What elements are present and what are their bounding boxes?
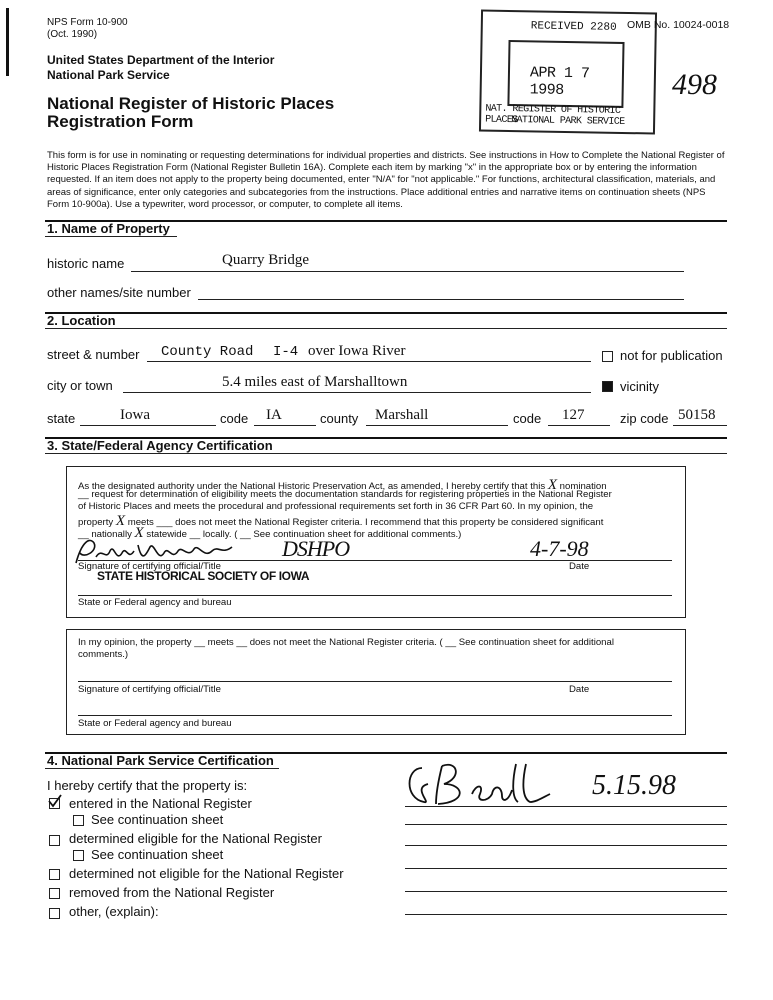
other-names-underline	[198, 299, 684, 300]
form-title-line1: National Register of Historic Places	[47, 94, 335, 113]
historic-name-value[interactable]: Quarry Bridge	[222, 252, 310, 268]
nps-certify-intro: I hereby certify that the property is:	[47, 778, 248, 793]
street-label: street & number	[47, 347, 140, 362]
nps-signature-underline-4	[405, 868, 727, 869]
county-value[interactable]: Marshall	[375, 407, 429, 423]
county-code-underline	[548, 425, 610, 426]
street-underline	[147, 361, 591, 362]
street-value-c[interactable]: over Iowa River	[308, 343, 406, 359]
opinion-agency-underline	[78, 715, 672, 716]
vicinity-label: vicinity	[620, 379, 660, 394]
section2-heading-rule	[45, 328, 727, 329]
form-title-line2: Registration Form	[47, 112, 194, 131]
service-name: National Park Service	[47, 68, 170, 82]
stamp-date: APR 1 7 1998	[529, 64, 590, 99]
state-value[interactable]: Iowa	[120, 407, 150, 423]
historic-name-label: historic name	[47, 256, 125, 271]
county-code-label: code	[513, 411, 542, 426]
street-value-a[interactable]: County Road	[161, 344, 254, 360]
opinion-date-label: Date	[569, 684, 590, 695]
option-eligible-continuation: See continuation sheet	[91, 847, 224, 862]
state-label: state	[47, 411, 76, 426]
option-eligible: determined eligible for the National Register	[69, 831, 322, 846]
meets-mark: X	[115, 513, 126, 529]
county-label: county	[320, 411, 359, 426]
state-underline	[80, 425, 216, 426]
other-checkbox[interactable]	[49, 908, 60, 919]
nps-signature-underline-2	[405, 824, 727, 825]
state-code-underline	[254, 425, 316, 426]
county-underline	[366, 425, 508, 426]
nps-date: 5.15.98	[592, 770, 676, 801]
cert-text-line5a: __ nationally	[78, 529, 132, 540]
city-value[interactable]: 5.4 miles east of Marshalltown	[222, 374, 408, 390]
stamp-date-box	[507, 40, 624, 108]
nps-signature-underline-1	[405, 806, 727, 807]
entered-check-mark	[46, 793, 64, 809]
zip-value[interactable]: 50158	[678, 407, 716, 423]
section4-heading: 4. National Park Service Certification	[47, 753, 274, 768]
removed-checkbox[interactable]	[49, 888, 60, 899]
nps-signature-underline-3	[405, 845, 727, 846]
other-names-label: other names/site number	[47, 285, 191, 300]
not-eligible-checkbox[interactable]	[49, 869, 60, 880]
section1-heading: 1. Name of Property	[47, 221, 170, 236]
opinion-agency-label: State or Federal agency and bureau	[78, 718, 232, 729]
not-for-publication-checkbox[interactable]	[602, 351, 613, 362]
handwritten-number: 498	[672, 68, 717, 101]
opinion-text-line1: In my opinion, the property __ meets __ does not meet the National Register criteria. ( __ See continuation sheet for additional	[78, 637, 614, 648]
vicinity-checkbox[interactable]	[602, 381, 613, 392]
cert-text-line4a: property	[78, 517, 114, 528]
section3-heading: 3. State/Federal Agency Certification	[47, 438, 273, 453]
street-value-b[interactable]: I-4	[273, 344, 299, 360]
form-number: NPS Form 10-900	[47, 17, 128, 28]
eligible-continuation-checkbox[interactable]	[73, 850, 84, 861]
received-label: RECEIVED 2280	[530, 20, 617, 34]
nps-signature-underline-6	[405, 914, 727, 915]
zip-underline	[673, 425, 727, 426]
signed-title: DSHPO	[282, 536, 350, 561]
county-code-value[interactable]: 127	[562, 407, 585, 423]
cert-text-line2: __ request for determination of eligibility meets the documentation standards for registering properties in the National Register	[78, 489, 612, 500]
state-code-value[interactable]: IA	[266, 407, 282, 423]
entered-continuation-checkbox[interactable]	[73, 815, 84, 826]
cert-text-line4b: meets ___ does not meet the National Register criteria. I recommend that this property be considered significant	[127, 517, 604, 528]
section2-top-rule	[45, 312, 727, 314]
signature-label: Signature of certifying official/Title	[78, 561, 221, 572]
nps-signature	[402, 758, 562, 808]
nps-signature-underline-5	[405, 891, 727, 892]
date-label: Date	[569, 561, 590, 572]
section4-heading-rule	[45, 768, 279, 769]
opinion-text-line2: comments.)	[78, 649, 129, 660]
section1-heading-rule	[45, 236, 177, 237]
section3-heading-rule	[45, 453, 727, 454]
cert-text-line1a: As the designated authority under the National Historic Preservation Act, as amended, I hereby certify that this	[78, 481, 546, 492]
omb-number: OMB No. 10024-0018	[627, 19, 730, 31]
stamp-line2: NATIONAL PARK SERVICE	[511, 115, 625, 128]
zip-label: zip code	[620, 411, 669, 426]
not-for-publication-label: not for publication	[620, 348, 723, 363]
cert-text-line3: of Historic Places and meets the procedural and professional requirements set forth in 36 CFR Part 60. In my opinion, the	[78, 501, 594, 512]
option-other: other, (explain):	[69, 904, 159, 919]
city-label: city or town	[47, 378, 113, 393]
instructions-paragraph: This form is for use in nominating or requesting determinations for individual properties and districts. See instructions in How to Complete the National Register of Historic Places Registration Form (National Register Bulletin 16A). Complete each item by marking "x" in the appropriate box or by entering the information requested. If an item does not apply to the property being documented, enter "N/A" for "not applicable." For functions, architectural classification, materials, and areas of significance, enter only categories and subcategories from the instructions. Place additional entries and narrative items on continuation sheets (NPS Form 10-900a). Use a typewriter, word processor, or computer, to complete all items.	[47, 150, 725, 210]
option-removed: removed from the National Register	[69, 885, 275, 900]
agency-label: State or Federal agency and bureau	[78, 597, 232, 608]
agency-underline	[78, 595, 672, 596]
option-not-eligible: determined not eligible for the National Register	[69, 866, 344, 881]
agency-stamp: STATE HISTORICAL SOCIETY OF IOWA	[97, 569, 310, 583]
option-entered: entered in the National Register	[69, 796, 252, 811]
statewide-mark: X	[134, 525, 144, 541]
opinion-signature-underline	[78, 681, 672, 682]
scan-margin-bar	[6, 8, 9, 76]
department-name: United States Department of the Interior	[47, 53, 275, 67]
opinion-signature-label: Signature of certifying official/Title	[78, 684, 221, 695]
form-date: (Oct. 1990)	[47, 29, 98, 40]
eligible-checkbox[interactable]	[49, 835, 60, 846]
city-underline	[123, 392, 591, 393]
cert-text-line5b: statewide __ locally. ( __ See continuation sheet for additional comments.)	[146, 529, 462, 540]
nomination-mark: X	[547, 477, 557, 493]
stamp-line1: NAT. REGISTER OF HISTORIC PLACES	[485, 103, 621, 127]
signed-date: 4-7-98	[530, 536, 589, 561]
option-entered-continuation: See continuation sheet	[91, 812, 224, 827]
nomination-text: nomination	[559, 481, 607, 492]
historic-name-underline	[131, 271, 684, 272]
section2-heading: 2. Location	[47, 313, 116, 328]
state-code-label: code	[220, 411, 249, 426]
